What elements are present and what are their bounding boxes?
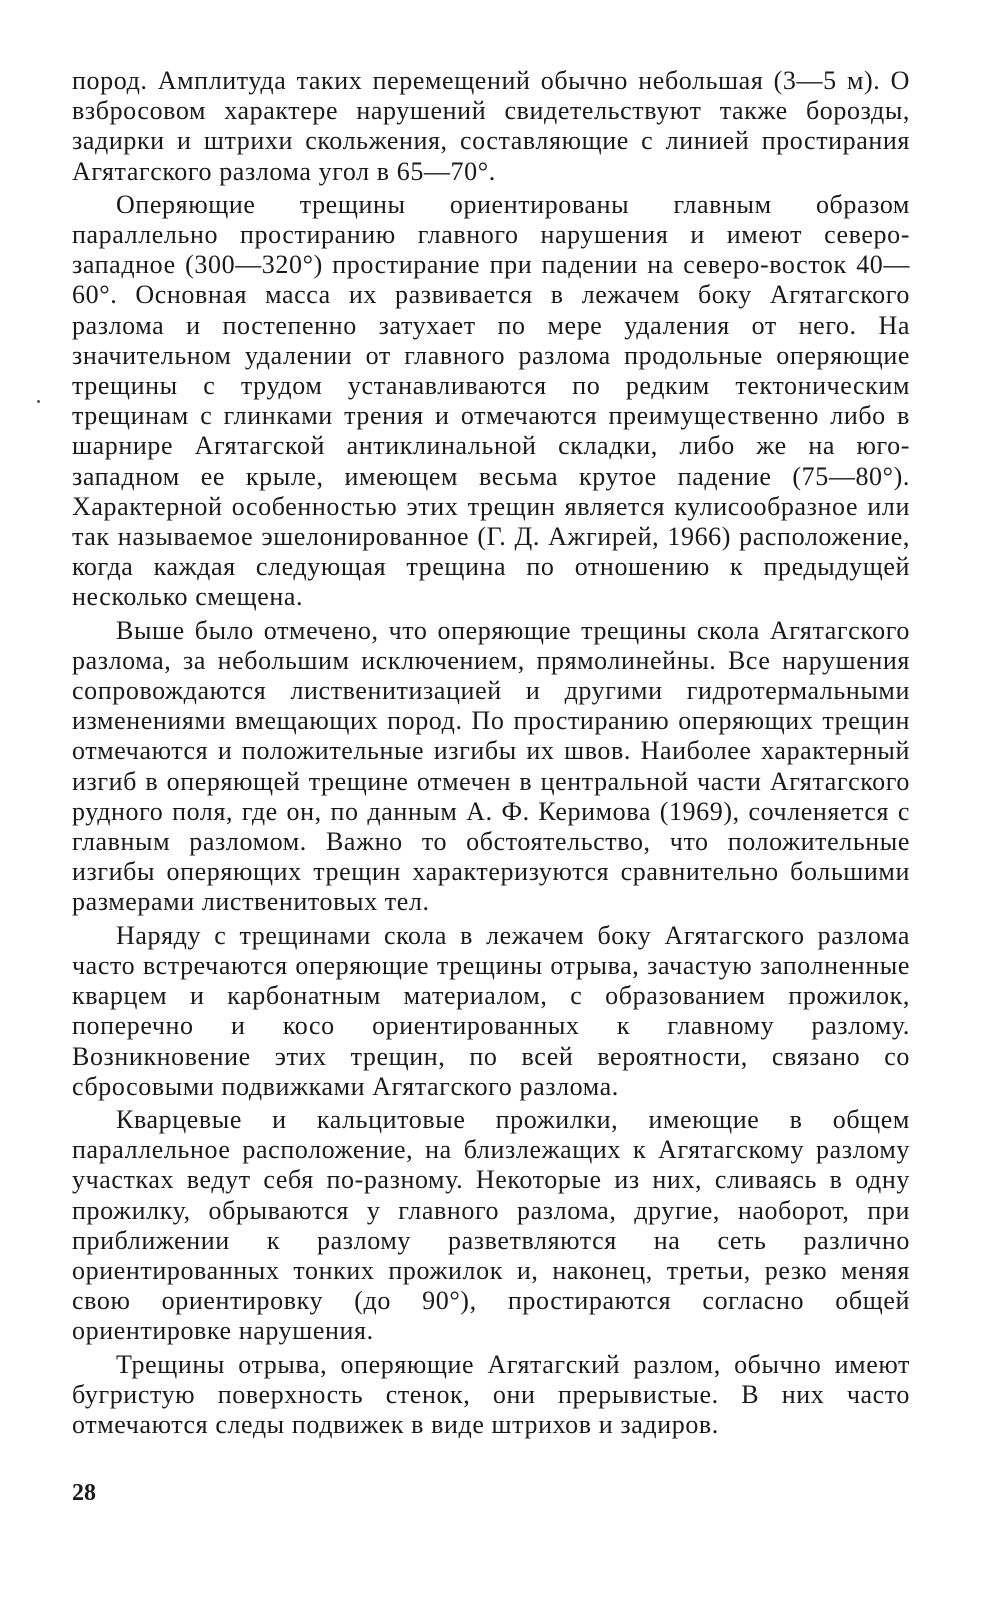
paragraph-continuation: пород. Амплитуда таких перемещений обычно небольшая (3—5 м). О взбросовом характере нарушений свидетельствуют также борозды, задирки и штрихи скольжения, составляющие с линией простирания Агятагского разлома угол в 65—70°. (72, 66, 910, 186)
page-number: 28 (72, 1480, 96, 1506)
paragraph-fracture-surfaces: Трещины отрыва, оперяющие Агятагский разлом, обычно имеют бугристую поверхность стенок, они прерывистые. В них часто отмечаются следы подвижек в виде штрихов и задиров. (72, 1349, 910, 1439)
page-text-block (72, 66, 910, 1440)
scan-speck (37, 400, 40, 403)
paragraph-tension-fractures: Наряду с трещинами скола в лежачем боку Агятагского разлома часто встречаются оперяющие трещины отрыва, зачастую заполненные кварцем и карбонатным материалом, с образованием прожилок, поперечно и косо ориентированных к главному разлому. Возникновение этих трещин, по всей вероятности, связано со сбросовыми подвижками Агятагского разлома. (72, 920, 910, 1101)
paragraph-veinlets: Кварцевые и кальцитовые прожилки, имеющие в общем параллельное расположение, на близлежащих к Агятагскому разлому участках ведут себя по-разному. Некоторые из них, сливаясь в одну прожилку, обрываются у главного разлома, другие, наоборот, при приближении к разлому разветвляются на сеть различно ориентированных тонких прожилок и, наконец, третьи, резко меняя свою ориентировку (до 90°), простираются согласно общей ориентировке нарушения. (72, 1104, 910, 1346)
paragraph-feather-fractures: Оперяющие трещины ориентированы главным образом параллельно простиранию главного нарушения и имеют северо-западное (300—320°) простирание при падении на северо-восток 40—60°. Основная масса их развивается в лежачем боку Агятагского разлома и постепенно затухает по мере удаления от него. На значительном удалении от главного разлома продольные оперяющие трещины с трудом устанавливаются по редким тектоническим трещинам с глинками трения и отмечаются преимущественно либо в шарнире Агятагской антиклинальной складки, либо же на юго-западном ее крыле, имеющем весьма крутое падение (75—80°). Характерной особенностью этих трещин является кулисообразное или так называемое эшелонированное (Г. Д. Ажгирей, 1966) расположение, когда каждая следующая трещина по отношению к предыдущей несколько смещена. (72, 189, 910, 612)
paragraph-shear-fractures: Выше было отмечено, что оперяющие трещины скола Агятагского разлома, за небольшим исключением, прямолинейны. Все нарушения сопровождаются лиственитизацией и другими гидротермальными изменениями вмещающих пород. По простиранию оперяющих трещин отмечаются и положительные изгибы их швов. Наиболее характерный изгиб в оперяющей трещине отмечен в центральной части Агятагского рудного поля, где он, по данным А. Ф. Керимова (1969), сочленяется с главным разломом. Важно то обстоятельство, что положительные изгибы оперяющих трещин характеризуются сравнительно большими размерами лиственитовых тел. (72, 615, 910, 917)
